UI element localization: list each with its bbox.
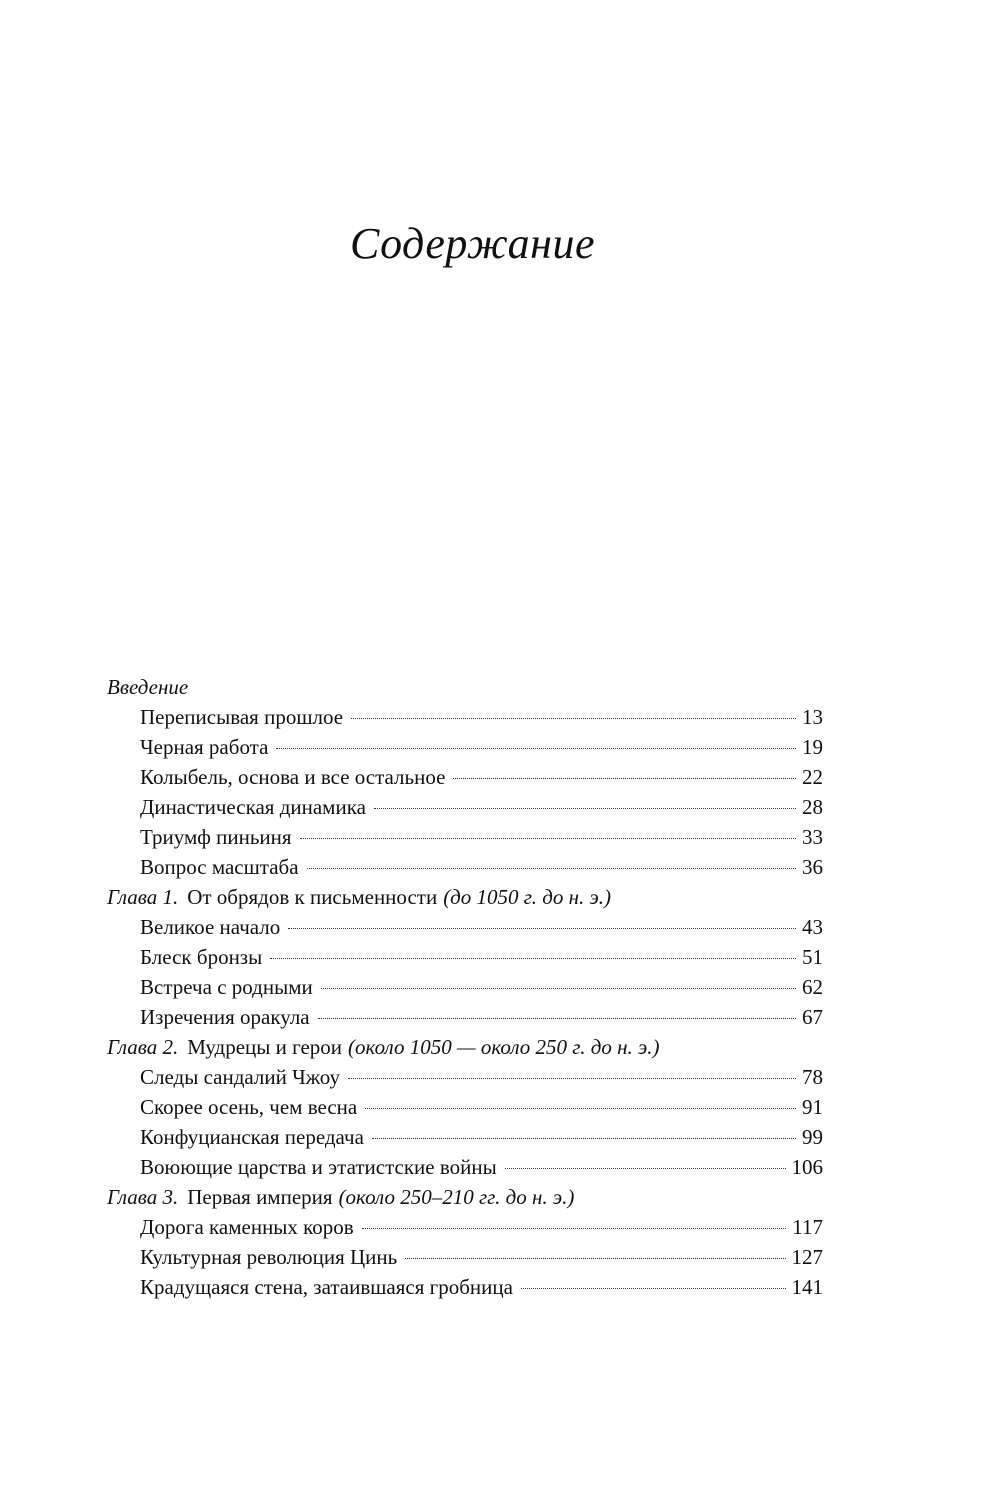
- section-label: Глава 1.: [107, 885, 179, 909]
- toc-entry-title: Переписывая прошлое: [140, 705, 344, 729]
- toc-section-heading: [107, 1032, 823, 1062]
- toc-page-number: 36: [802, 855, 823, 879]
- toc-page-number: 33: [802, 825, 823, 849]
- toc-entry: [107, 852, 823, 882]
- section-dates: (около 250–210 гг. до н. э.): [338, 1185, 575, 1209]
- toc-page-number: 91: [802, 1095, 823, 1119]
- toc-page-number: 78: [802, 1065, 823, 1089]
- dot-leader: [270, 958, 796, 959]
- section-dates: (около 1050 — около 250 г. до н. э.): [348, 1035, 660, 1059]
- toc-entry-title: Триумф пиньиня: [140, 825, 292, 849]
- dot-leader: [372, 1138, 796, 1139]
- toc-page-number: 106: [791, 1155, 823, 1179]
- toc-entry-title: Конфуцианская передача: [140, 1125, 364, 1149]
- toc-entry: [107, 1242, 823, 1272]
- toc-entry: [107, 1212, 823, 1242]
- toc-entry: [107, 1092, 823, 1122]
- toc-entry-title: Колыбель, основа и все остальное: [140, 765, 446, 789]
- section-name: От обрядов к письменности: [187, 885, 438, 909]
- toc-entry: [107, 1122, 823, 1152]
- toc-entry-title: Следы сандалий Чжоу: [140, 1065, 340, 1089]
- toc-entry-title: Дорога каменных коров: [140, 1215, 354, 1239]
- section-name: Мудрецы и герои: [187, 1035, 343, 1059]
- toc-entry-title: Культурная революция Цинь: [140, 1245, 398, 1269]
- dot-leader: [351, 718, 796, 719]
- toc-entry: [107, 1002, 823, 1032]
- toc-entry: [107, 972, 823, 1002]
- toc-entry-title: Черная работа: [140, 735, 269, 759]
- toc-entry-title: Великое начало: [140, 915, 281, 939]
- dot-leader: [362, 1228, 787, 1229]
- toc-entry: [107, 1272, 823, 1302]
- toc-section-heading: [107, 882, 823, 912]
- dot-leader: [365, 1108, 796, 1109]
- dot-leader: [348, 1078, 796, 1079]
- toc-page-number: 141: [791, 1275, 823, 1299]
- toc-entry: [107, 942, 823, 972]
- dot-leader: [453, 778, 796, 779]
- toc-page-number: 51: [802, 945, 823, 969]
- section-label: Введение: [107, 675, 189, 699]
- toc-page-number: 19: [802, 735, 823, 759]
- toc-entry: [107, 912, 823, 942]
- toc-entry: [107, 762, 823, 792]
- dot-leader: [521, 1288, 786, 1289]
- dot-leader: [321, 988, 796, 989]
- toc-page-number: 13: [802, 705, 823, 729]
- dot-leader: [505, 1168, 786, 1169]
- toc-page-number: 22: [802, 765, 823, 789]
- toc-entry: [107, 702, 823, 732]
- toc-page-number: 28: [802, 795, 823, 819]
- toc-entry-title: Скорее осень, чем весна: [140, 1095, 358, 1119]
- dot-leader: [405, 1258, 785, 1259]
- dot-leader: [300, 838, 796, 839]
- toc-page-number: 127: [791, 1245, 823, 1269]
- toc-entry: [107, 1152, 823, 1182]
- dot-leader: [288, 928, 796, 929]
- toc-entry-title: Крадущаяся стена, затаившаяся гробница: [140, 1275, 513, 1299]
- toc-section-heading: [107, 672, 823, 702]
- toc-entry-title: Встреча с родными: [140, 975, 313, 999]
- toc-section-heading: [107, 1182, 823, 1212]
- toc-page-number: 67: [802, 1005, 823, 1029]
- toc-entry-title: Династическая динамика: [140, 795, 366, 819]
- toc-page-number: 43: [802, 915, 823, 939]
- toc-page-number: 62: [802, 975, 823, 999]
- page-title: Содержание: [349, 219, 595, 268]
- dot-leader: [318, 1018, 796, 1019]
- section-label: Глава 2.: [107, 1035, 179, 1059]
- toc-entry-title: Изречения оракула: [140, 1005, 310, 1029]
- toc-entry: [107, 732, 823, 762]
- toc-page-number: 117: [792, 1215, 823, 1239]
- table-of-contents: [107, 672, 823, 1302]
- dot-leader: [374, 808, 796, 809]
- toc-entry: [107, 822, 823, 852]
- section-dates: (до 1050 г. до н. э.): [443, 885, 612, 909]
- toc-entry-title: Блеск бронзы: [140, 945, 263, 969]
- toc-entry: [107, 792, 823, 822]
- toc-entry: [107, 1062, 823, 1092]
- dot-leader: [307, 868, 796, 869]
- toc-entry-title: Воюющие царства и этатистские войны: [140, 1155, 497, 1179]
- toc-entry-title: Вопрос масштаба: [140, 855, 299, 879]
- section-name: Первая империя: [187, 1185, 333, 1209]
- dot-leader: [276, 748, 796, 749]
- toc-page-number: 99: [802, 1125, 823, 1149]
- section-label: Глава 3.: [107, 1185, 179, 1209]
